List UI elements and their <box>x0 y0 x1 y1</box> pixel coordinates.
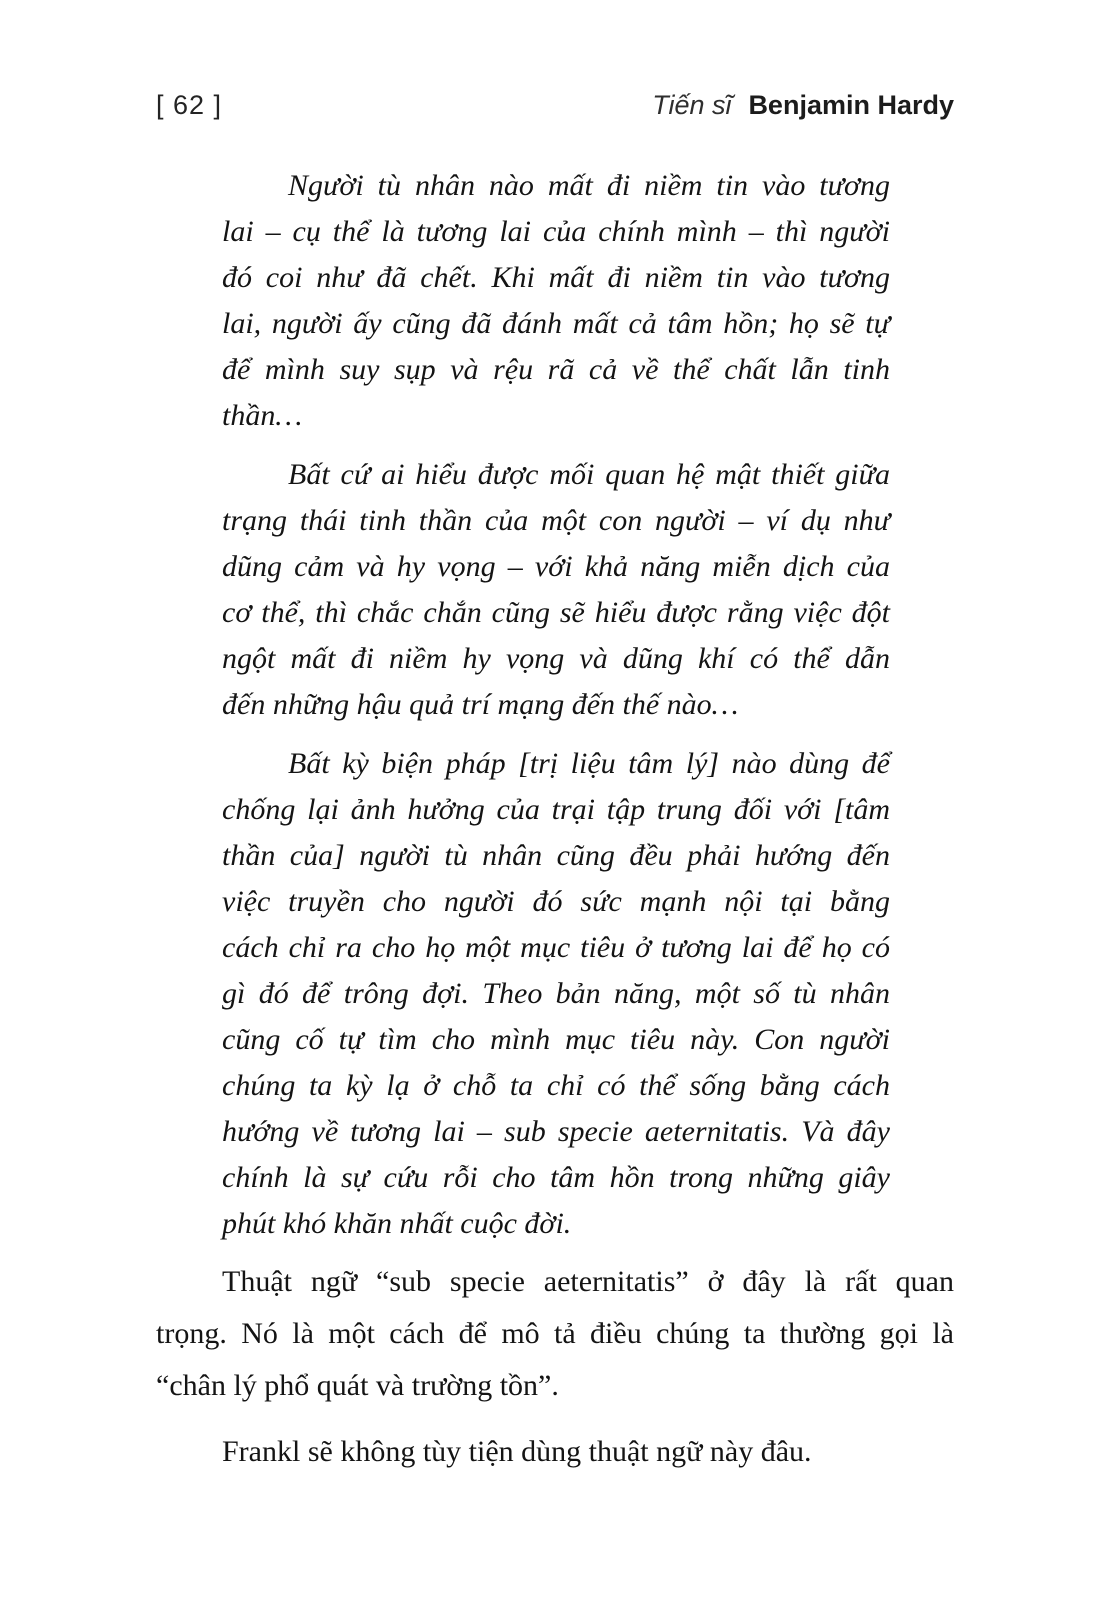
quote-line: chính là sự cứu rỗi cho tâm hồn trong những giây <box>222 1161 890 1194</box>
quote-line: chúng ta kỳ lạ ở chỗ ta chỉ có thể sống bằng cách <box>222 1069 890 1102</box>
quote-line: phút khó khăn nhất cuộc đời. <box>222 1207 572 1240</box>
body-line: Frankl sẽ không tùy tiện dùng thuật ngữ này đâu. <box>222 1435 812 1468</box>
author-name: Benjamin Hardy <box>748 90 954 120</box>
body-line: Thuật ngữ “sub specie aeternitatis” ở đây là rất quan <box>222 1265 954 1298</box>
quote-line: trạng thái tinh thần của một con người – ví dụ như <box>222 504 890 537</box>
quote-line: ngột mất đi niềm hy vọng và dũng khí có thể dẫn <box>222 642 890 675</box>
page-number: [ 62 ] <box>156 90 223 120</box>
body-line: “chân lý phổ quát và trường tồn”. <box>156 1369 559 1402</box>
quote-line: cách chỉ ra cho họ một mục tiêu ở tương lai để họ có <box>222 931 890 964</box>
quote-line: Người tù nhân nào mất đi niềm tin vào tương <box>288 169 890 202</box>
author-credit <box>652 90 954 121</box>
body-paragraph <box>156 1256 954 1412</box>
page-header <box>156 90 954 121</box>
quote-paragraph <box>222 163 890 439</box>
quote-line: thần… <box>222 399 303 432</box>
block-quote <box>222 163 890 1260</box>
quote-line: dũng cảm và hy vọng – với khả năng miễn dịch của <box>222 550 890 583</box>
quote-line: đó coi như đã chết. Khi mất đi niềm tin vào tương <box>222 261 890 294</box>
quote-line: việc truyền cho người đó sức mạnh nội tại bằng <box>222 885 890 918</box>
quote-line: thần của] người tù nhân cũng đều phải hướng đến <box>222 839 890 872</box>
quote-line: cũng cố tự tìm cho mình mục tiêu này. Con người <box>222 1023 890 1056</box>
quote-line: cơ thể, thì chắc chắn cũng sẽ hiểu được rằng việc đột <box>222 596 890 629</box>
body-paragraph <box>156 1426 954 1478</box>
quote-line: lai – cụ thể là tương lai của chính mình – thì người <box>222 215 890 248</box>
author-title: Tiến sĩ <box>652 90 732 120</box>
quote-line: Bất kỳ biện pháp [trị liệu tâm lý] nào dùng để <box>288 747 890 780</box>
quote-paragraph <box>222 741 890 1247</box>
quote-line: hướng về tương lai – sub specie aeternitatis. Và đây <box>222 1115 890 1148</box>
quote-line: Bất cứ ai hiểu được mối quan hệ mật thiết giữa <box>288 458 890 491</box>
quote-paragraph <box>222 452 890 728</box>
body-line: trọng. Nó là một cách để mô tả điều chúng ta thường gọi là <box>156 1317 954 1350</box>
quote-line: đến những hậu quả trí mạng đến thế nào… <box>222 688 739 721</box>
quote-line: gì đó để trông đợi. Theo bản năng, một số tù nhân <box>222 977 890 1010</box>
quote-line: lai, người ấy cũng đã đánh mất cả tâm hồn; họ sẽ tự <box>222 307 890 340</box>
quote-line: chống lại ảnh hưởng của trại tập trung đối với [tâm <box>222 793 890 826</box>
quote-line: để mình suy sụp và rệu rã cả về thể chất lẫn tinh <box>222 353 890 386</box>
body-text <box>156 1256 954 1492</box>
